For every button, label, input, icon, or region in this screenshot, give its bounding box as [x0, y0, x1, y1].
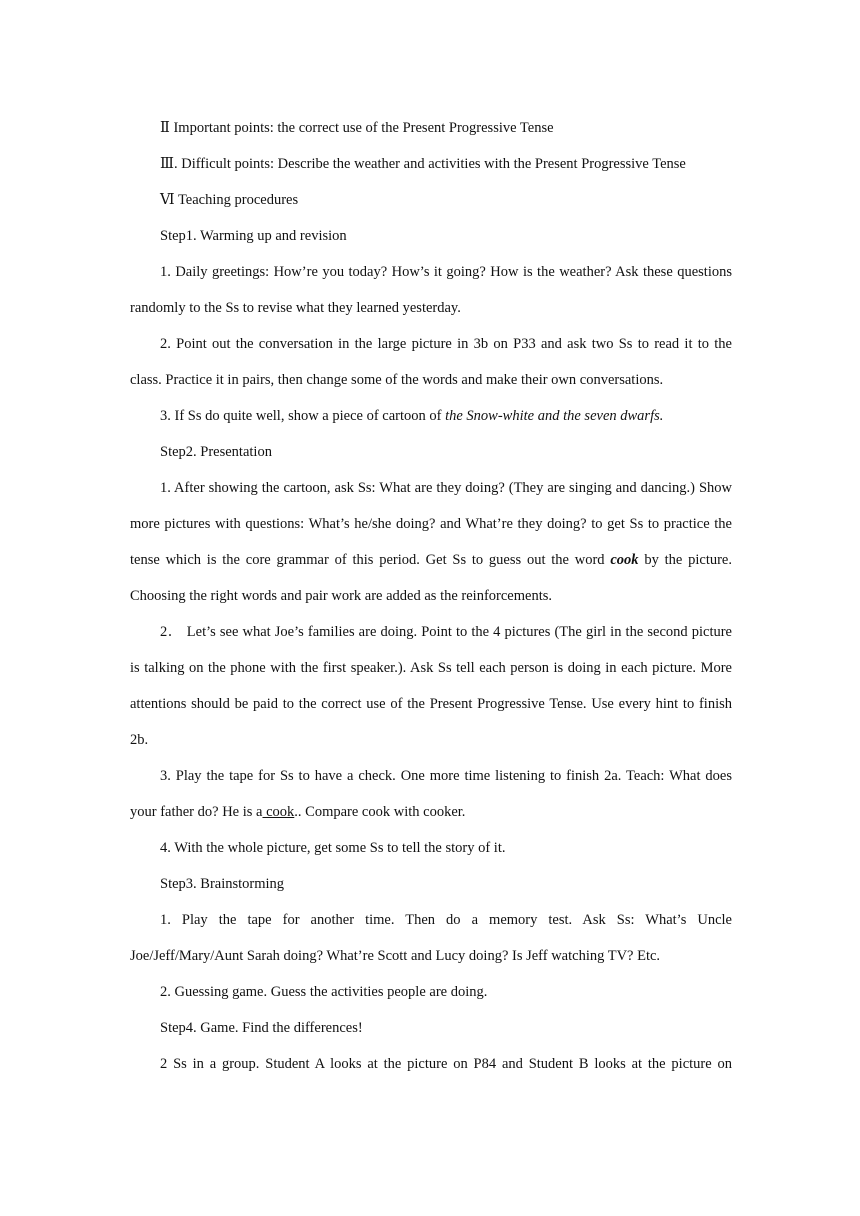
step2-heading: Step2. Presentation	[160, 444, 272, 460]
step4-heading: Step4. Game. Find the differences!	[160, 1020, 363, 1036]
difficult-points: Ⅲ. Difficult points: Describe the weather and activities with the Present Progressive Tense	[160, 156, 686, 172]
step3-item-2: 2. Guessing game. Guess the activities people are doing.	[160, 984, 488, 1000]
step4-item-1: 2 Ss in a group. Student A looks at the picture on P84 and Student B looks at the picture on	[160, 1056, 732, 1072]
cartoon-title: the Snow-white and the seven dwarfs.	[445, 408, 664, 424]
step1-item-2: 2. Point out the conversation in the large picture in 3b on P33 and ask two Ss to read it to the class. Practice it in pairs, then change some of the words and make their own conversations.	[130, 336, 732, 388]
step1-item-1: 1. Daily greetings: How’re you today? How’s it going? How is the weather? Ask these questions randomly to the Ss to revise what they learned yesterday.	[130, 264, 732, 316]
step2-item-1-text-end: by the picture. Choosing the right words and pair work are added as the reinforcements.	[130, 552, 732, 604]
step2-item-1-text: 1. After showing the cartoon, ask Ss: What are they doing? (They are singing and dancing.) Show more pictures with questions: What’s he/she doing? and What’re they doing? to get Ss to practice the tense which is the core grammar of this period. Get Ss to guess out the word	[130, 480, 732, 568]
step2-item-3	[130, 758, 732, 830]
step2-item-4: 4. With the whole picture, get some Ss to tell the story of it.	[160, 840, 506, 856]
step1-item-3	[130, 398, 732, 434]
document-page	[130, 110, 732, 1082]
important-points: Ⅱ Important points: the correct use of the Present Progressive Tense	[160, 120, 554, 136]
step2-item-1	[130, 470, 732, 614]
underlined-cook: cook	[262, 804, 295, 820]
step3-item-1: 1. Play the tape for another time. Then do a memory test. Ask Ss: What’s Uncle Joe/Jeff/Mary/Aunt Sarah doing? What’re Scott and Lucy doing? Is Jeff watching TV? Etc.	[130, 912, 732, 964]
step1-heading: Step1. Warming up and revision	[160, 228, 347, 244]
step2-item-2: 2． Let’s see what Joe’s families are doing. Point to the 4 pictures (The girl in the second picture is talking on the phone with the first speaker.). Ask Ss tell each person is doing in each picture. More attentions should be paid to the correct use of the Present Progressive Tense. Use every hint to finish 2b.	[130, 624, 732, 748]
step3-heading: Step3. Brainstorming	[160, 876, 285, 892]
teaching-procedures-heading: Ⅵ Teaching procedures	[160, 192, 299, 208]
step1-item-3-text: 3. If Ss do quite well, show a piece of cartoon of	[160, 408, 446, 424]
keyword-cook: cook	[610, 552, 639, 568]
step2-item-3-text: 3. Play the tape for Ss to have a check. One more time listening to finish 2a. Teach: What does your father do? He is a	[130, 768, 732, 820]
step2-item-3-text-end: .. Compare cook with cooker.	[294, 804, 466, 820]
